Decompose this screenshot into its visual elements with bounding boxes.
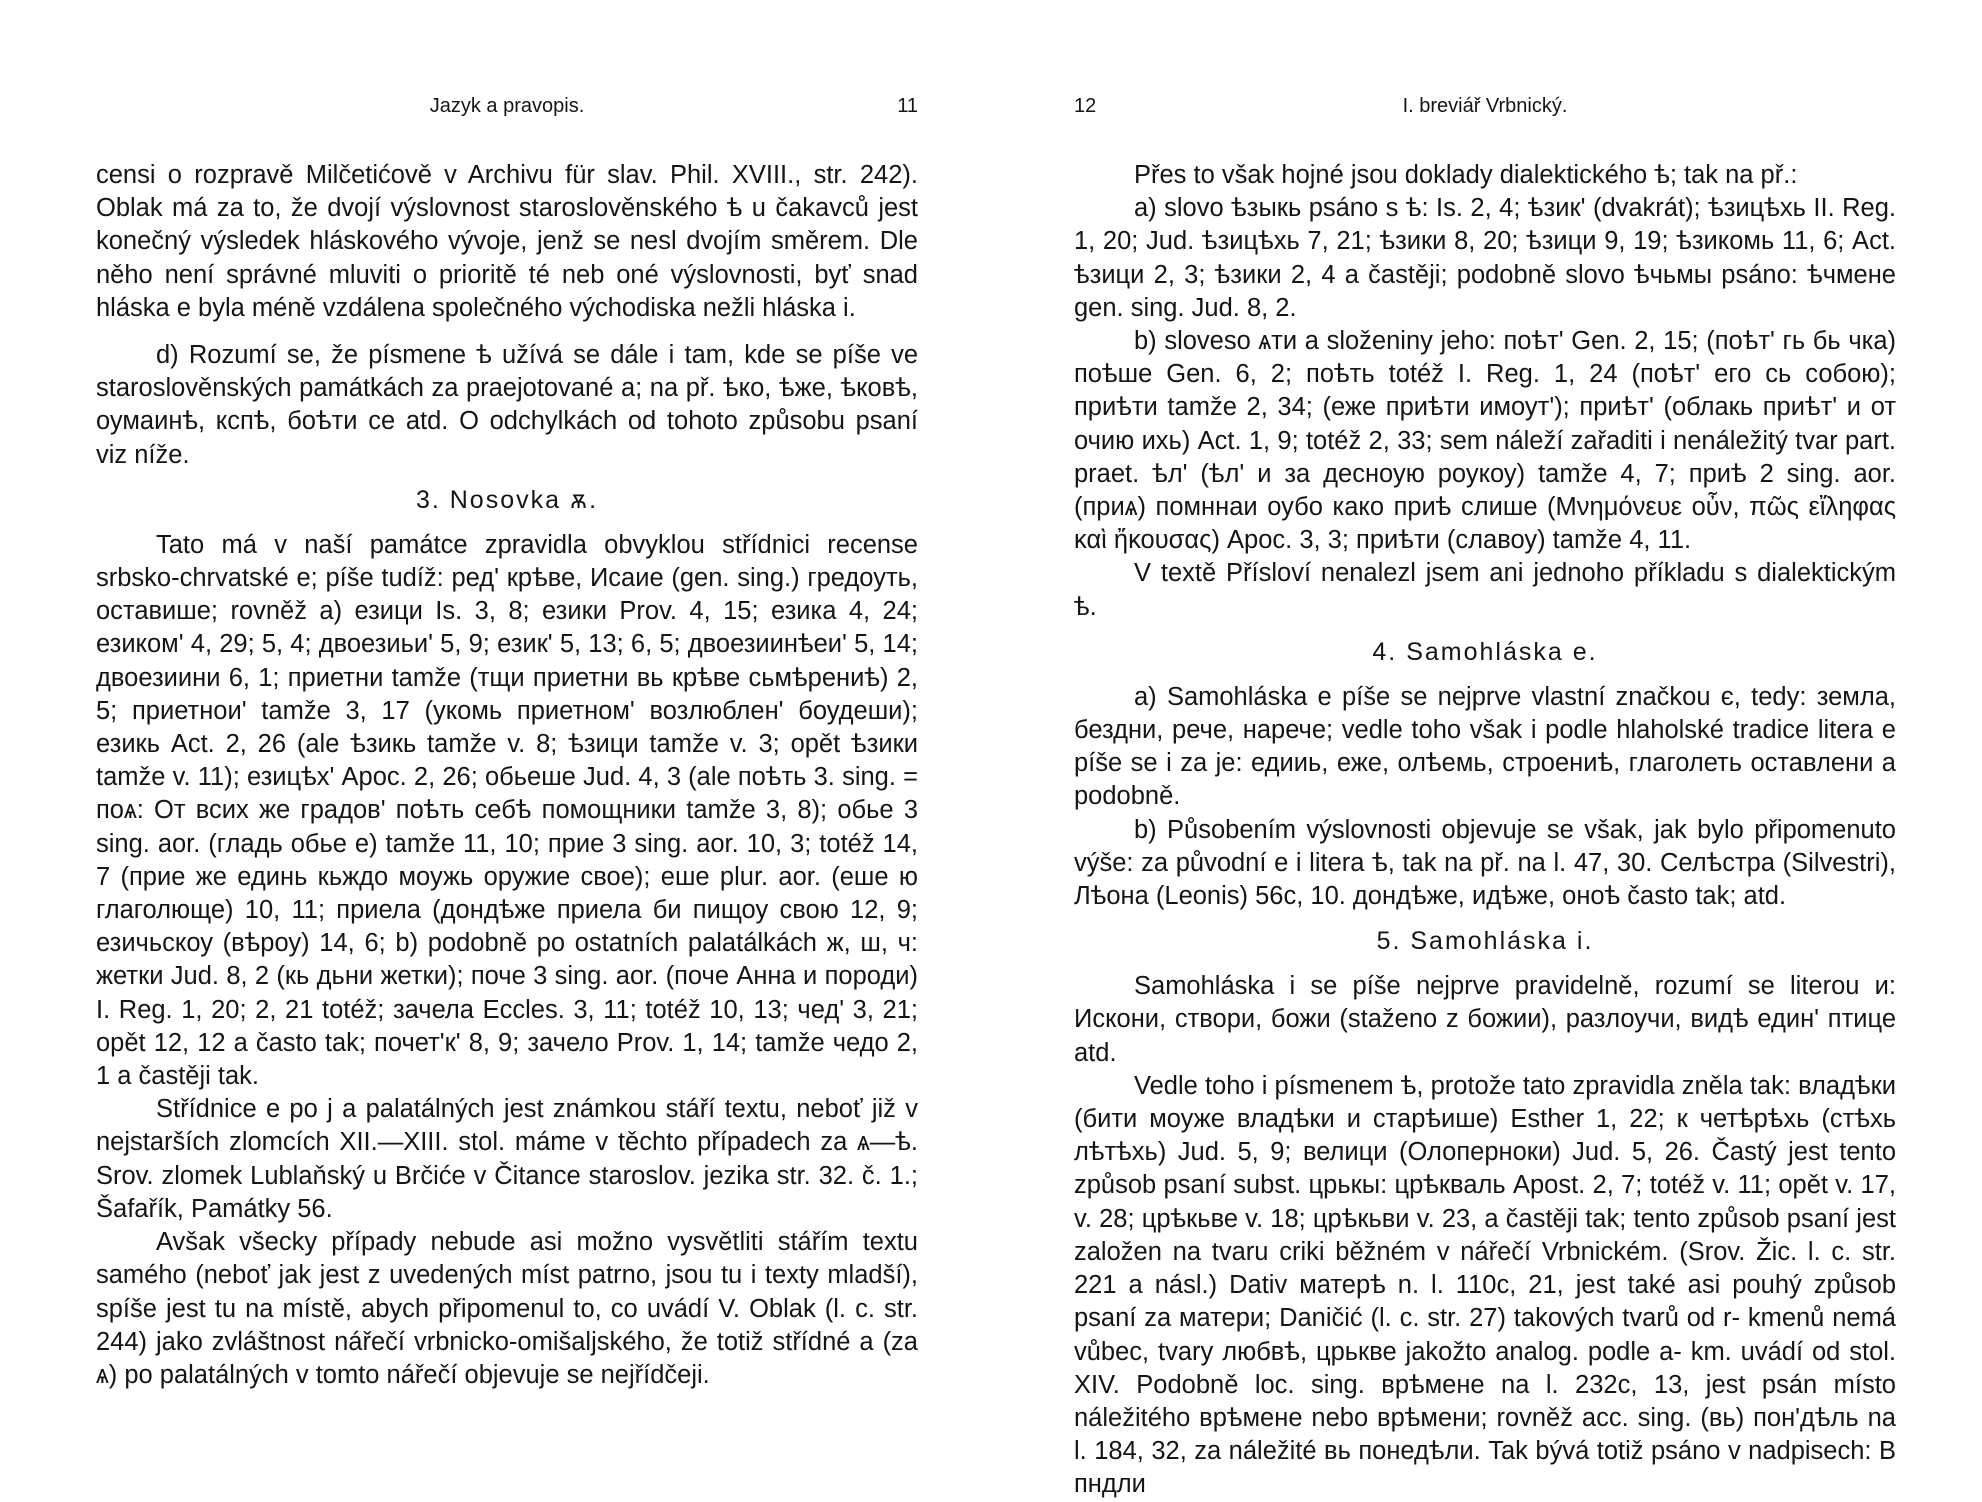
section-4-title: 4. Samohláska e. [1372, 637, 1598, 666]
right-running-head [1074, 95, 1896, 131]
left-header-title: Jazyk a pravopis. [429, 95, 585, 117]
right-paragraph-1: Přes to však hojné jsou doklady dialektického ѣ; tak na př.: [1134, 161, 1798, 189]
right-paragraph-7: Samohláska i se píše nejprve pravidelně, rozumí se literou и: Искони, створи, божи (staženo z божии), разлоучи, видѣ един' птице atd. [1074, 972, 1896, 1067]
right-paragraph-2: a) slovo ѣзыкь psáno s ѣ: Is. 2, 4; ѣзик' (dvakrát); ѣзицѣхь II. Reg. 1, 20; Jud. ѣзицѣхь 7, 21; ѣзики 8, 20; ѣзици 9, 19; ѣзикомь 11, 6; Act. ѣзици 2, 3; ѣзики 2, 4 a častěji; podobně slovo ѣчьмы psáno: ѣчмене gen. sing. Jud. 8, 2. [1074, 194, 1896, 322]
right-paragraph-8: Vedle toho i písmenem ѣ, protože tato zpravidla zněla tak: владѣки (бити моуже владѣки и старѣише) Esther 1, 22; к четѣрѣхь (стѣхь лѣтѣхь) Jud. 5, 9; велици (Олоперноки) Jud. 5, 26. Častý jest tento způsob psaní subst. црькы: црѣкваль Apost. 2, 7; totéž v. 11; opět v. 17, v. 28; црѣкьве v. 18; црѣкьви v. 23, a častěji tak; tento způsob psaní jest založen na tvaru criki běžném v nářečí Vrbnickém. (Srov. Žic. l. c. str. 221 a násl.) Dativ матерѣ n. l. 110c, 21, jest také asi pouhý způsob psaní za матери; Daničić (l. c. str. 27) takových tvarů od r- kmenů nemá vůbec, tvary любвѣ, црькве jakožto analog. podle a- km. uvádí od stol. XIV. Podobně loc. sing. врѣмене na l. 232c, 13, jest psán místo náležitého врѣмене nebo врѣмени; rovněž acc. sing. (вь) пон'дѣль na l. 184, 32, za náležité вь понедѣли. Tak bývá totiž psáno v nadpisech: В пндли [1074, 1071, 1896, 1499]
left-paragraph-2: d) Rozumí se, že písmene ѣ užívá se dále i tam, kde se píše ve staroslověnských památkách za praejotované a; na př. ѣко, ѣже, ѣковѣ, оумаинѣ, кспѣ, боѣти се atd. O odchylkách od tohoto způsobu psaní viz níže. [96, 341, 918, 469]
right-page [1074, 95, 1896, 1499]
left-paragraph-3: Tato má v naší památce zpravidla obvyklou střídnici recense srbsko-chrvatské e; píše tudíž: ред' крѣве, Исаие (gen. sing.) гредоуть, оставише; rovněž a) езици Is. 3, 8; езики Prov. 4, 15; езика 4, 24; езиком' 4, 29; 5, 4; двоезиьи' 5, 9; език' 5, 13; 6, 5; двоезиинѣеи' 5, 14; двоезиини 6, 1; приетни tamže (тщи приетни вь крѣве сьмѣрениѣ) 2, 5; приетнои' tamže 3, 17 (укомь приетном' возлюблен' боудеши); езикь Act. 2, 26 (ale ѣзикь tamže v. 8; ѣзици tamže v. 3; opět ѣзики tamže v. 11); езицѣх' Apoc. 2, 26; обьеше Jud. 4, 3 (ale поѣть 3. sing. = поѧ: От всих же градов' поѣть себѣ помощники tamže 3, 8); обье 3 sing. aor. (гладь обье е) tamže 11, 10; прие 3 sing. aor. 10, 3; totéž 14, 7 (прие же единь кьждо моужь оружие свое); еше plur. aor. (еше ю глаголюще) 10, 11; приела (дондѣже приела би пищоу свою 12, 9; езичьскоу (вѣроу) 14, 6; b) podobně po ostatních palatálkách ж, ш, ч: жетки Jud. 8, 2 (кь дьни жетки); поче 3 sing. aor. (поче Анна и породи) I. Reg. 1, 20; 2, 21 totéž; зачела Eccles. 3, 11; totéž 10, 13; чед' 3, 21; opět 12, 12 a často tak; почет'к' 8, 9; зачело Prov. 1, 14; tamže чедо 2, 1 a častěji tak. [96, 530, 918, 1091]
left-page-number: 11 [897, 95, 918, 117]
left-paragraph-4: Střídnice e po j a palatálných jest známkou stáří textu, neboť již v nejstarších zlomcích XII.—XIII. stol. máme v těchto případech za ѧ—ѣ. Srov. zlomek Lublaňský u Brčiće v Čitance staroslov. jezika str. 32. č. 1.; Šafařík, Památky 56. [96, 1095, 918, 1223]
left-running-head [96, 95, 918, 131]
left-page [96, 95, 918, 1475]
right-page-number: 12 [1074, 95, 1097, 117]
right-paragraph-6: b) Působením výslovnosti objevuje se však, jak bylo připomenuto výše: za původní e i litera ѣ, tak na př. na l. 47, 30. Селѣстра (Silvestri), Лѣона (Leonis) 56c, 10. дондѣже, идѣже, оноѣ často tak; atd. [1074, 815, 1896, 911]
right-header-title: I. breviář Vrbnický. [1402, 95, 1568, 117]
left-paragraph-1: censi o rozpravě Milčetićově v Archivu für slav. Phil. XVIII., str. 242). Oblak má za to, že dvojí výslovnost staroslověnského ѣ u čakavců jest konečný výsledek hláskového vývoje, jenž se nesl dvojím směrem. Dle něho není správné mluviti o prioritě té neb oné výslovnosti, byť snad hláska e byla méně vzdálena společného východiska nežli hláska i. [96, 161, 918, 322]
left-paragraph-5: Avšak všecky případy nebude asi možno vysvětliti stářím textu samého (neboť jak jest z uvedených míst patrno, jsou tu i texty mladší), spíše jest tu na místě, abych připomenul to, co uvádí V. Oblak (l. c. str. 244) jako zvláštnost nářečí vrbnicko-omišaljského, že totiž střídné a (za ѧ) po palatálných v tomto nářečí objevuje se nejřídčeji. [96, 1228, 918, 1389]
section-5-title: 5. Samohláska i. [1376, 927, 1594, 956]
right-paragraph-4: V textě Přísloví nenalezl jsem ani jednoho příkladu s dialektickým ѣ. [1074, 559, 1896, 621]
right-paragraph-3: b) sloveso ѧти a složeniny jeho: поѣт' Gen. 2, 15; (поѣт' гь бь чка) поѣше Gen. 6, 2; поѣть totéž I. Reg. 1, 24 (поѣт' его сь собою); приѣти tamže 2, 34; (еже приѣти имоут'); приѣт' (облакь приѣт' и от очию ихь) Act. 1, 9; totéž 2, 33; sem náleží zařaditi i nenáležitý tvar part. praet. ѣл' (ѣл' и за десноую роукоу) tamže 4, 7; приѣ 2 sing. aor. (приѧ) помннаи оубо како приѣ слише (Μνημόνευε οὖν, πῶς εἴληφας καὶ ἤκουσας) Apoc. 3, 3; приѣти (славоу) tamže 4, 11. [1074, 327, 1896, 555]
right-paragraph-5: a) Samohláska e píše se nejprve vlastní značkou є, tedy: земла, бездни, рече, нарече; vedle toho však i podle hlaholské tradice litera e píše se i za je: едииь, еже, олѣемь, строениѣ, глаголеть оставлени a podobně. [1074, 682, 1896, 811]
section-3-title: 3. Nosovka ѫ. [415, 485, 599, 514]
